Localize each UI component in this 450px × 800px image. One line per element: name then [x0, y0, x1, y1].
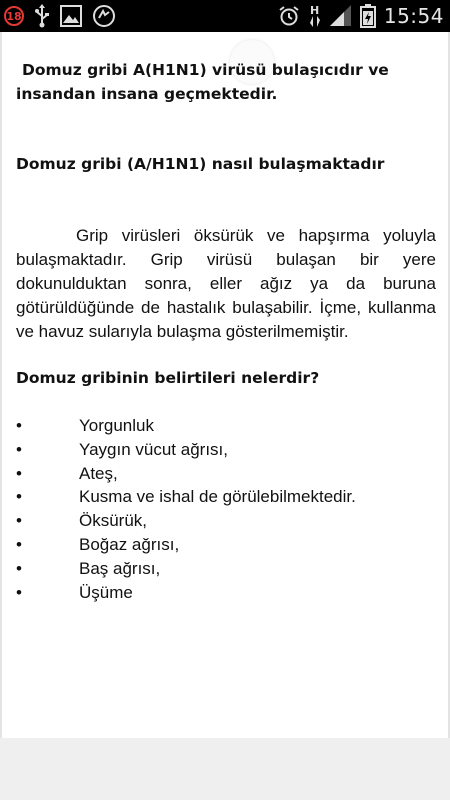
list-item-text: Ateş, [79, 463, 118, 483]
heading-symptoms: Domuz gribinin belirtileri nelerdir? [16, 368, 320, 387]
list-item-text: Yorgunluk [79, 416, 154, 435]
list-item [16, 438, 436, 462]
list-item [16, 485, 436, 509]
intro-text: Domuz gribi A(H1N1) virüsü bulaşıcıdır ve insandan insana geçmektedir. [16, 61, 389, 103]
list-item [16, 414, 436, 438]
data-indicator-text: H [309, 4, 320, 17]
status-bar [0, 0, 450, 32]
list-item [16, 581, 436, 605]
transmission-paragraph: Grip virüsleri öksürük ve hapşırma yoluyla bulaşmaktadır. Grip virüsü bulaşan bir yere dokunulduktan sonra, eller ağız ya da buruna götürüldüğünde de hastalık bulaşabilir. İçme, kullanma ve havuz sularıyla bulaşma gösterilmemiştir. [16, 225, 436, 341]
heading-transmission: Domuz gribi (A/H1N1) nasıl bulaşmaktadır [16, 155, 385, 173]
bullet: • [16, 558, 22, 578]
usb-icon [34, 4, 50, 28]
clock: 15:54 [383, 4, 444, 28]
article-content [16, 59, 436, 604]
image-icon [60, 5, 82, 27]
bullet: • [16, 463, 22, 483]
list-item [16, 533, 436, 557]
signal-icon [330, 5, 352, 27]
list-item [16, 509, 436, 533]
alarm-icon [278, 5, 300, 27]
list-item [16, 557, 436, 581]
age-rating-18-icon: 18 [4, 6, 24, 26]
document-page[interactable] [0, 32, 450, 738]
bullet: • [16, 416, 22, 435]
system-icons [278, 0, 444, 32]
list-item [16, 462, 436, 486]
list-item-text: Baş ağrısı, [79, 558, 161, 578]
list-item-text: Öksürük, [79, 511, 148, 531]
notification-icons [4, 3, 116, 29]
list-item-text: Üşüme [79, 582, 133, 602]
list-item-text: Boğaz ağrısı, [79, 534, 180, 554]
list-item-text: Kusma ve ishal de görülebilmektedir. [79, 487, 356, 507]
bullet: • [16, 534, 22, 554]
battery-icon [360, 4, 376, 28]
symptoms-list [16, 414, 436, 604]
bullet: • [16, 511, 22, 531]
bottom-background [0, 738, 450, 800]
data-transfer-icon [308, 3, 322, 29]
bullet: • [16, 439, 22, 459]
bullet: • [16, 582, 22, 602]
list-item-text: Yaygın vücut ağrısı, [79, 439, 228, 459]
bullet: • [16, 487, 22, 507]
sync-icon [92, 4, 116, 28]
